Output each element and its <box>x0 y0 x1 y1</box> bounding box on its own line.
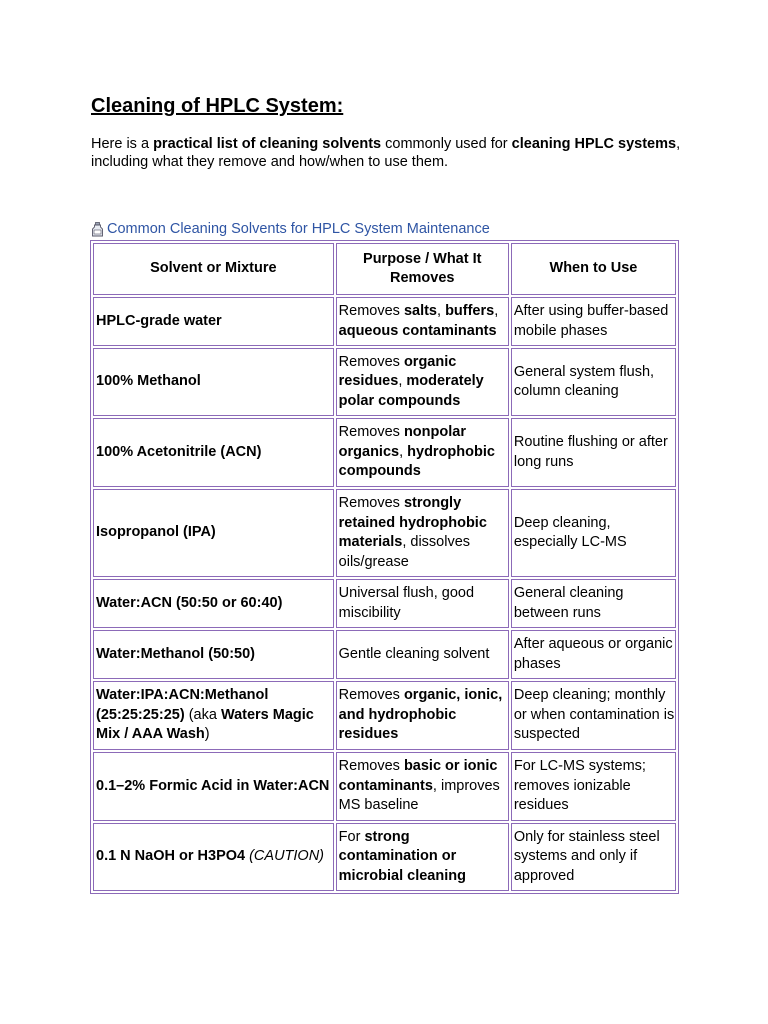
purpose-text: Removes <box>338 424 404 441</box>
table-row <box>93 297 676 346</box>
purpose-text: For <box>338 828 365 845</box>
purpose-cell <box>336 823 509 891</box>
section-heading <box>91 220 490 238</box>
table-row <box>93 681 676 750</box>
intro-text: , including what they remove and how/when to use them. <box>91 136 681 170</box>
purpose-cell <box>336 681 509 750</box>
solvent-text: ) <box>204 726 210 743</box>
when-cell: General system flush, column cleaning <box>511 348 676 416</box>
when-cell: General cleaning between runs <box>511 579 676 628</box>
purpose-text: Universal flush, good miscibility <box>338 585 475 621</box>
purpose-text: Gentle cleaning solvent <box>338 645 490 662</box>
purpose-cell <box>336 418 509 487</box>
intro-text: commonly used for <box>381 136 512 152</box>
purpose-text: Removes <box>338 303 404 319</box>
solvent-cell: 100% Methanol <box>93 348 334 416</box>
solvent-emphasis: Water:IPA:ACN:Methanol (25:25:25:25) <box>96 687 269 723</box>
purpose-cell <box>336 752 509 821</box>
solvent-cell: 100% Acetonitrile (ACN) <box>93 418 334 487</box>
when-cell: Only for stainless steel systems and only if approved <box>511 823 676 891</box>
solvent-caution: (CAUTION) <box>245 848 325 865</box>
when-cell: Deep cleaning; monthly or when contamination is suspected <box>511 681 676 750</box>
purpose-emphasis: basic or ionic contaminants <box>338 758 498 794</box>
purpose-text: , improves MS baseline <box>338 777 500 814</box>
intro-emphasis: cleaning HPLC systems <box>511 136 677 152</box>
when-cell: For LC-MS systems; removes ionizable residues <box>511 752 676 821</box>
solvent-cell: Water:ACN (50:50 or 60:40) <box>93 579 334 628</box>
section-heading-text: Common Cleaning Solvents for HPLC System Maintenance <box>107 221 490 237</box>
table-row <box>93 630 676 679</box>
purpose-text: Removes <box>338 495 404 511</box>
purpose-text: , <box>494 303 499 319</box>
solvent-text: (aka <box>184 706 221 723</box>
purpose-cell <box>336 579 509 628</box>
table-row <box>93 418 676 487</box>
table-row <box>93 348 676 416</box>
solvent-cell: Isopropanol (IPA) <box>93 489 334 577</box>
when-cell: Routine flushing or after long runs <box>511 418 676 487</box>
solvent-emphasis: 0.1 N NaOH or H3PO4 <box>96 848 246 865</box>
column-header-when: When to Use <box>511 243 676 295</box>
purpose-cell <box>336 348 509 416</box>
purpose-emphasis: strong contamination or microbial cleaning <box>338 828 466 884</box>
purpose-emphasis: buffers <box>445 303 495 319</box>
when-cell: After aqueous or organic phases <box>511 630 676 679</box>
table-row <box>93 752 676 821</box>
purpose-emphasis: nonpolar organics <box>338 424 466 460</box>
table-row <box>93 489 676 577</box>
purpose-text: Removes <box>338 758 404 775</box>
purpose-cell <box>336 489 509 577</box>
intro-emphasis: practical list of cleaning solvents <box>153 136 382 152</box>
purpose-text: , <box>399 443 408 460</box>
purpose-text: , <box>398 373 407 390</box>
solvent-cell <box>93 681 334 750</box>
purpose-emphasis: strongly retained hydrophobic materials <box>338 495 487 550</box>
cleaning-solvents-table <box>90 240 679 894</box>
solvent-cell <box>93 823 334 891</box>
table-header-row <box>93 243 676 295</box>
purpose-emphasis: organic, ionic, and hydrophobic residues <box>338 687 503 743</box>
purpose-emphasis: hydrophobic compounds <box>338 443 495 480</box>
column-header-purpose: Purpose / What It Removes <box>336 243 509 295</box>
purpose-emphasis: moderately polar compounds <box>338 373 484 409</box>
bottle-icon <box>91 222 104 237</box>
purpose-text: , <box>437 303 446 319</box>
intro-text: Here is a <box>91 136 154 152</box>
solvent-cell: HPLC-grade water <box>93 297 334 346</box>
purpose-text: , dissolves oils/grease <box>338 534 471 570</box>
solvent-cell: Water:Methanol (50:50) <box>93 630 334 679</box>
table-row <box>93 823 676 891</box>
when-cell: After using buffer-based mobile phases <box>511 297 676 346</box>
purpose-text: Removes <box>338 353 404 370</box>
intro-paragraph <box>91 135 691 171</box>
table-row <box>93 579 676 628</box>
page-title: Cleaning of HPLC System: <box>91 95 344 117</box>
when-cell: Deep cleaning, especially LC-MS <box>511 489 676 577</box>
solvent-cell: 0.1–2% Formic Acid in Water:ACN <box>93 752 334 821</box>
column-header-solvent: Solvent or Mixture <box>93 243 334 295</box>
purpose-emphasis: organic residues <box>338 353 457 390</box>
solvent-emphasis: Waters Magic Mix / AAA Wash <box>96 706 314 743</box>
purpose-emphasis: aqueous contaminants <box>338 322 497 339</box>
purpose-text: Removes <box>338 687 404 704</box>
purpose-cell <box>336 297 509 346</box>
purpose-emphasis: salts <box>403 303 437 319</box>
purpose-cell <box>336 630 509 679</box>
